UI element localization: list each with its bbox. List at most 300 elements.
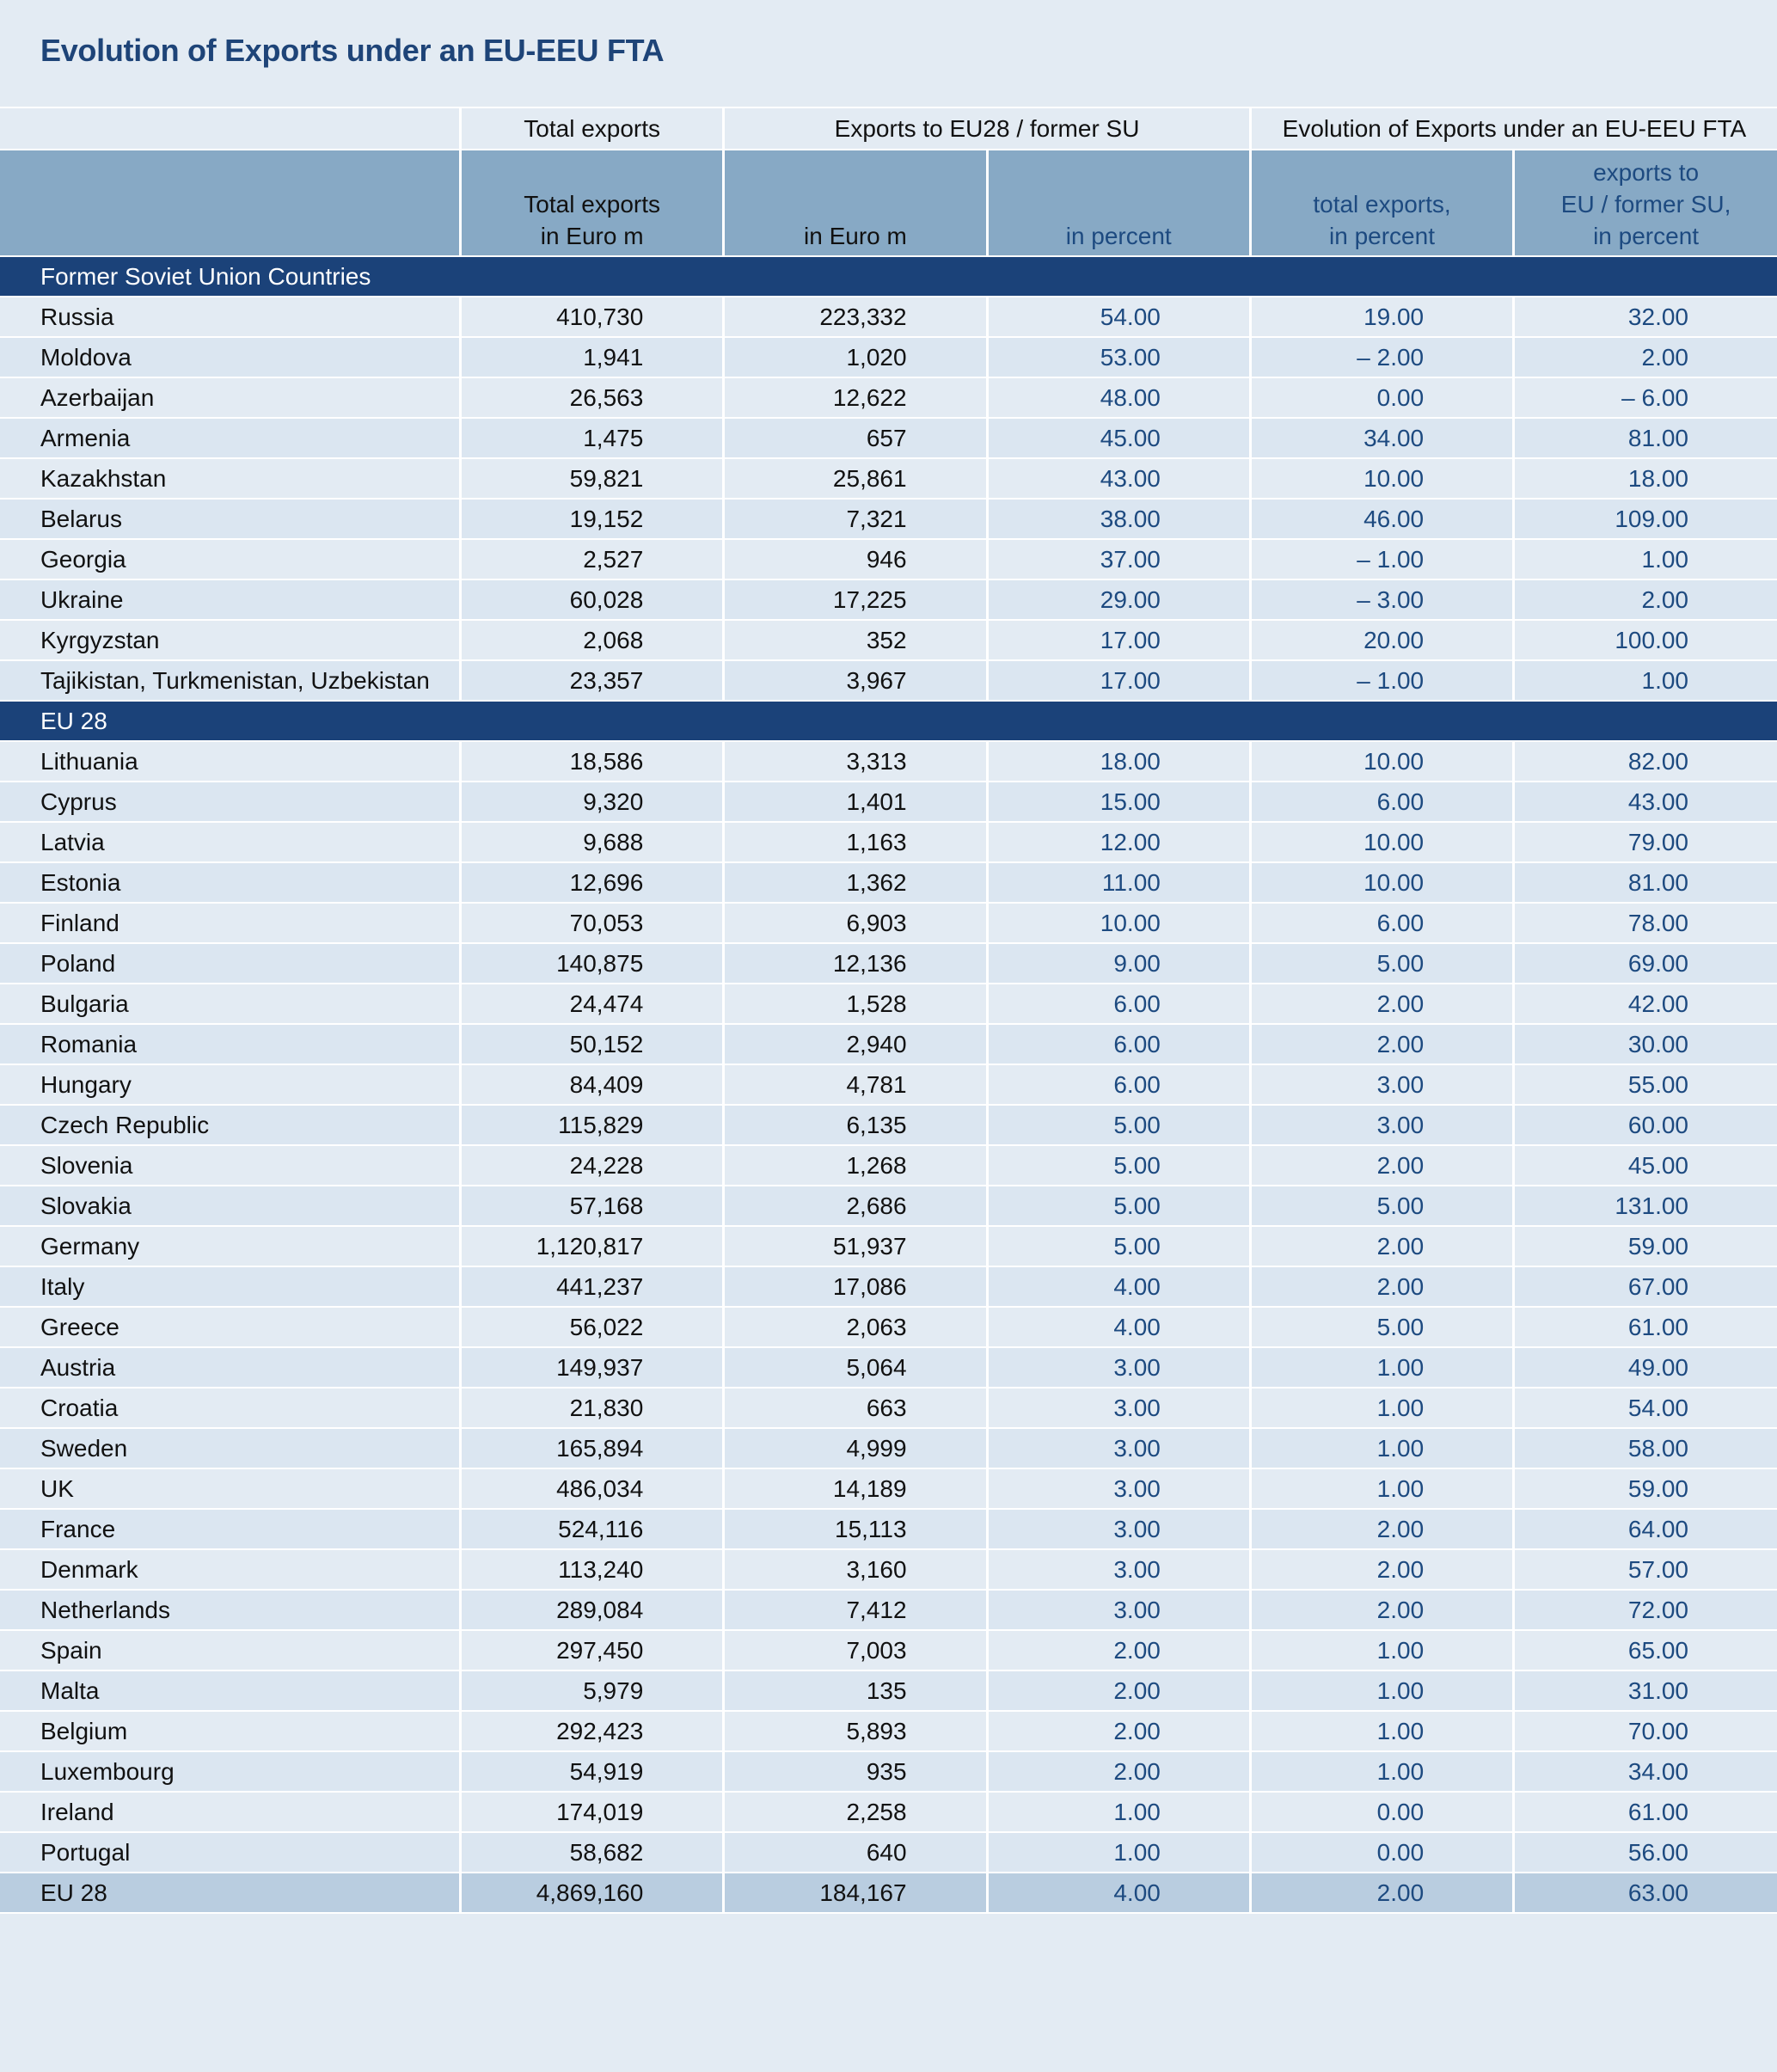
evolution-total-percent: 2.00	[1250, 1590, 1513, 1630]
exports-eu-su-euro: 135	[724, 1670, 987, 1711]
exports-eu-su-euro: 640	[724, 1832, 987, 1873]
exports-eu-su-percent: 29.00	[987, 579, 1250, 620]
evolution-eu-su-percent: 54.00	[1514, 1388, 1777, 1428]
evolution-eu-su-percent: 65.00	[1514, 1630, 1777, 1670]
evolution-total-percent: 1.00	[1250, 1751, 1513, 1792]
evolution-eu-su-percent: 1.00	[1514, 539, 1777, 579]
exports-eu-su-percent: 6.00	[987, 1064, 1250, 1105]
country-name: Czech Republic	[0, 1105, 461, 1145]
evolution-total-percent: 2.00	[1250, 1509, 1513, 1549]
evolution-eu-su-percent: 131.00	[1514, 1186, 1777, 1226]
section-title: Former Soviet Union Countries	[0, 256, 1777, 297]
total-exports-euro: 26,563	[461, 377, 724, 418]
header-column-row	[0, 150, 1777, 256]
exports-eu-su-percent: 4.00	[987, 1307, 1250, 1347]
table-row	[0, 1266, 1777, 1307]
exports-eu-su-euro: 7,321	[724, 499, 987, 539]
country-name: Cyprus	[0, 782, 461, 822]
total-exports-euro: 23,357	[461, 660, 724, 701]
country-name: Italy	[0, 1266, 461, 1307]
exports-eu-su-euro: 352	[724, 620, 987, 660]
country-name: Lithuania	[0, 741, 461, 782]
total-exports-euro: 24,474	[461, 984, 724, 1024]
exports-eu-su-euro: 1,362	[724, 862, 987, 903]
evolution-total-percent: 2.00	[1250, 1549, 1513, 1590]
total-exports-euro: 292,423	[461, 1711, 724, 1751]
evolution-total-percent: 6.00	[1250, 782, 1513, 822]
evolution-total-percent: 1.00	[1250, 1630, 1513, 1670]
table-row	[0, 1307, 1777, 1347]
exports-eu-su-percent: 17.00	[987, 620, 1250, 660]
total-exports-euro: 1,941	[461, 337, 724, 377]
total-exports-euro: 12,696	[461, 862, 724, 903]
country-name: Armenia	[0, 418, 461, 458]
total-exports-euro: 9,320	[461, 782, 724, 822]
exports-eu-su-percent: 9.00	[987, 943, 1250, 984]
evolution-eu-su-percent: 81.00	[1514, 418, 1777, 458]
exports-eu-su-percent: 54.00	[987, 297, 1250, 337]
total-exports-euro: 486,034	[461, 1468, 724, 1509]
column-header-total-exports	[461, 150, 724, 256]
exports-eu-su-percent: 5.00	[987, 1145, 1250, 1186]
country-name: Azerbaijan	[0, 377, 461, 418]
total-exports-euro: 140,875	[461, 943, 724, 984]
table-row	[0, 943, 1777, 984]
evolution-total-percent: 0.00	[1250, 1792, 1513, 1832]
evolution-total-percent: 6.00	[1250, 903, 1513, 943]
exports-eu-su-euro: 17,086	[724, 1266, 987, 1307]
table-row	[0, 862, 1777, 903]
exports-eu-su-percent: 3.00	[987, 1388, 1250, 1428]
evolution-eu-su-percent: 58.00	[1514, 1428, 1777, 1468]
evolution-eu-su-percent: 2.00	[1514, 337, 1777, 377]
evolution-total-percent: 46.00	[1250, 499, 1513, 539]
exports-eu-su-euro: 935	[724, 1751, 987, 1792]
exports-eu-su-percent: 38.00	[987, 499, 1250, 539]
column-header-line: in Euro m	[804, 223, 907, 249]
exports-eu-su-euro: 7,003	[724, 1630, 987, 1670]
table-row	[0, 1630, 1777, 1670]
table-row	[0, 984, 1777, 1024]
evolution-total-percent: 3.00	[1250, 1105, 1513, 1145]
total-exports-euro: 441,237	[461, 1266, 724, 1307]
total-exports-euro: 113,240	[461, 1549, 724, 1590]
country-name: Latvia	[0, 822, 461, 862]
table-row	[0, 297, 1777, 337]
exports-eu-su-euro: 1,528	[724, 984, 987, 1024]
table-row	[0, 499, 1777, 539]
total-exports-euro: 1,475	[461, 418, 724, 458]
evolution-eu-su-percent: 82.00	[1514, 741, 1777, 782]
total-exports-euro: 84,409	[461, 1064, 724, 1105]
exports-eu-su-percent: 45.00	[987, 418, 1250, 458]
country-name: EU 28	[0, 1873, 461, 1913]
country-name: Finland	[0, 903, 461, 943]
table-row	[0, 620, 1777, 660]
country-name: Slovenia	[0, 1145, 461, 1186]
evolution-total-percent: – 1.00	[1250, 660, 1513, 701]
total-exports-euro: 54,919	[461, 1751, 724, 1792]
evolution-eu-su-percent: 59.00	[1514, 1226, 1777, 1266]
exports-eu-su-euro: 25,861	[724, 458, 987, 499]
country-name: Sweden	[0, 1428, 461, 1468]
exports-eu-su-euro: 5,893	[724, 1711, 987, 1751]
country-name: Poland	[0, 943, 461, 984]
exports-eu-su-percent: 17.00	[987, 660, 1250, 701]
section-header-row	[0, 701, 1777, 741]
country-name: Bulgaria	[0, 984, 461, 1024]
column-header-line: exports to	[1593, 159, 1700, 186]
country-name: Denmark	[0, 1549, 461, 1590]
country-name: Estonia	[0, 862, 461, 903]
country-name: Croatia	[0, 1388, 461, 1428]
exports-eu-su-percent: 12.00	[987, 822, 1250, 862]
column-header-country	[0, 150, 461, 256]
evolution-total-percent: 5.00	[1250, 1186, 1513, 1226]
evolution-eu-su-percent: 64.00	[1514, 1509, 1777, 1549]
exports-eu-su-euro: 3,160	[724, 1549, 987, 1590]
exports-eu-su-percent: 3.00	[987, 1509, 1250, 1549]
total-exports-euro: 1,120,817	[461, 1226, 724, 1266]
exports-eu-su-euro: 6,903	[724, 903, 987, 943]
exports-eu-su-euro: 1,020	[724, 337, 987, 377]
table-row	[0, 822, 1777, 862]
column-header-evolution-total	[1250, 150, 1513, 256]
table-row	[0, 660, 1777, 701]
exports-eu-su-percent: 2.00	[987, 1670, 1250, 1711]
table-row	[0, 1792, 1777, 1832]
evolution-eu-su-percent: 42.00	[1514, 984, 1777, 1024]
column-header-line: in percent	[1593, 223, 1700, 249]
exports-eu-su-euro: 3,967	[724, 660, 987, 701]
section-body-eu28	[0, 701, 1777, 1913]
total-exports-euro: 2,527	[461, 539, 724, 579]
evolution-total-percent: 0.00	[1250, 377, 1513, 418]
country-name: Moldova	[0, 337, 461, 377]
exports-eu-su-euro: 223,332	[724, 297, 987, 337]
table-row	[0, 1590, 1777, 1630]
table-row	[0, 1226, 1777, 1266]
evolution-eu-su-percent: 61.00	[1514, 1792, 1777, 1832]
evolution-eu-su-percent: 18.00	[1514, 458, 1777, 499]
evolution-eu-su-percent: 45.00	[1514, 1145, 1777, 1186]
exports-eu-su-percent: 3.00	[987, 1468, 1250, 1509]
country-name: Greece	[0, 1307, 461, 1347]
country-name: Portugal	[0, 1832, 461, 1873]
exports-eu-su-euro: 7,412	[724, 1590, 987, 1630]
evolution-eu-su-percent: 100.00	[1514, 620, 1777, 660]
evolution-eu-su-percent: 60.00	[1514, 1105, 1777, 1145]
exports-eu-su-euro: 1,163	[724, 822, 987, 862]
exports-eu-su-euro: 12,622	[724, 377, 987, 418]
total-exports-euro: 50,152	[461, 1024, 724, 1064]
evolution-total-percent: 0.00	[1250, 1832, 1513, 1873]
table-row	[0, 1509, 1777, 1549]
country-name: Hungary	[0, 1064, 461, 1105]
exports-eu-su-euro: 6,135	[724, 1105, 987, 1145]
exports-eu-su-percent: 5.00	[987, 1105, 1250, 1145]
table-row	[0, 1186, 1777, 1226]
evolution-eu-su-percent: 61.00	[1514, 1307, 1777, 1347]
country-name: UK	[0, 1468, 461, 1509]
country-name: Austria	[0, 1347, 461, 1388]
exports-eu-su-percent: 11.00	[987, 862, 1250, 903]
exports-eu-su-euro: 1,401	[724, 782, 987, 822]
evolution-total-percent: 5.00	[1250, 943, 1513, 984]
table-row	[0, 1388, 1777, 1428]
country-name: Ukraine	[0, 579, 461, 620]
total-exports-euro: 9,688	[461, 822, 724, 862]
table-row	[0, 1468, 1777, 1509]
country-name: Malta	[0, 1670, 461, 1711]
exports-eu-su-percent: 15.00	[987, 782, 1250, 822]
column-header-exports-euro	[724, 150, 987, 256]
group-header-exports-eu-su: Exports to EU28 / former SU	[724, 107, 1251, 150]
exports-eu-su-percent: 6.00	[987, 984, 1250, 1024]
country-name: Slovakia	[0, 1186, 461, 1226]
exports-eu-su-percent: 4.00	[987, 1873, 1250, 1913]
evolution-eu-su-percent: 109.00	[1514, 499, 1777, 539]
table-row	[0, 1711, 1777, 1751]
table-row	[0, 458, 1777, 499]
exports-eu-su-percent: 6.00	[987, 1024, 1250, 1064]
evolution-total-percent: 10.00	[1250, 862, 1513, 903]
evolution-eu-su-percent: 57.00	[1514, 1549, 1777, 1590]
column-header-line: in percent	[1065, 223, 1172, 249]
exports-eu-su-euro: 51,937	[724, 1226, 987, 1266]
evolution-total-percent: 1.00	[1250, 1468, 1513, 1509]
exports-eu-su-euro: 1,268	[724, 1145, 987, 1186]
total-exports-euro: 59,821	[461, 458, 724, 499]
evolution-eu-su-percent: 69.00	[1514, 943, 1777, 984]
evolution-eu-su-percent: 56.00	[1514, 1832, 1777, 1873]
evolution-total-percent: – 1.00	[1250, 539, 1513, 579]
total-exports-euro: 5,979	[461, 1670, 724, 1711]
evolution-total-percent: 1.00	[1250, 1711, 1513, 1751]
total-exports-euro: 4,869,160	[461, 1873, 724, 1913]
table-row	[0, 782, 1777, 822]
exports-eu-su-euro: 2,686	[724, 1186, 987, 1226]
exports-eu-su-euro: 12,136	[724, 943, 987, 984]
country-name: Georgia	[0, 539, 461, 579]
table-row	[0, 741, 1777, 782]
exports-eu-su-euro: 5,064	[724, 1347, 987, 1388]
total-exports-euro: 70,053	[461, 903, 724, 943]
exports-eu-su-percent: 5.00	[987, 1186, 1250, 1226]
exports-eu-su-euro: 2,258	[724, 1792, 987, 1832]
section-body-former-su	[0, 256, 1777, 701]
evolution-total-percent: 2.00	[1250, 1226, 1513, 1266]
exports-eu-su-percent: 48.00	[987, 377, 1250, 418]
evolution-total-percent: 2.00	[1250, 984, 1513, 1024]
country-name: France	[0, 1509, 461, 1549]
exports-eu-su-euro: 4,781	[724, 1064, 987, 1105]
table-row	[0, 1064, 1777, 1105]
header-group-row	[0, 107, 1777, 150]
exports-eu-su-percent: 1.00	[987, 1832, 1250, 1873]
evolution-eu-su-percent: 30.00	[1514, 1024, 1777, 1064]
total-exports-euro: 289,084	[461, 1590, 724, 1630]
evolution-eu-su-percent: 49.00	[1514, 1347, 1777, 1388]
exports-eu-su-percent: 1.00	[987, 1792, 1250, 1832]
total-exports-euro: 24,228	[461, 1145, 724, 1186]
evolution-eu-su-percent: – 6.00	[1514, 377, 1777, 418]
country-name: Kazakhstan	[0, 458, 461, 499]
evolution-total-percent: 2.00	[1250, 1145, 1513, 1186]
total-exports-euro: 58,682	[461, 1832, 724, 1873]
evolution-total-percent: 1.00	[1250, 1347, 1513, 1388]
table-row	[0, 418, 1777, 458]
table-row	[0, 1428, 1777, 1468]
evolution-eu-su-percent: 81.00	[1514, 862, 1777, 903]
evolution-eu-su-percent: 78.00	[1514, 903, 1777, 943]
evolution-total-percent: 20.00	[1250, 620, 1513, 660]
evolution-eu-su-percent: 2.00	[1514, 579, 1777, 620]
exports-eu-su-percent: 18.00	[987, 741, 1250, 782]
exports-eu-su-percent: 3.00	[987, 1428, 1250, 1468]
total-exports-euro: 2,068	[461, 620, 724, 660]
country-name: Tajikistan, Turkmenistan, Uzbekistan	[0, 660, 461, 701]
total-exports-euro: 60,028	[461, 579, 724, 620]
exports-eu-su-percent: 2.00	[987, 1751, 1250, 1792]
total-exports-euro: 18,586	[461, 741, 724, 782]
exports-eu-su-euro: 184,167	[724, 1873, 987, 1913]
evolution-total-percent: 10.00	[1250, 741, 1513, 782]
exports-eu-su-percent: 3.00	[987, 1347, 1250, 1388]
total-exports-euro: 524,116	[461, 1509, 724, 1549]
country-name: Netherlands	[0, 1590, 461, 1630]
country-name: Belarus	[0, 499, 461, 539]
evolution-eu-su-percent: 63.00	[1514, 1873, 1777, 1913]
table-row	[0, 903, 1777, 943]
exports-table	[0, 107, 1777, 1914]
table-row	[0, 1105, 1777, 1145]
table-row	[0, 337, 1777, 377]
evolution-eu-su-percent: 1.00	[1514, 660, 1777, 701]
column-header-line: EU / former SU,	[1560, 191, 1731, 218]
country-name: Spain	[0, 1630, 461, 1670]
table-row	[0, 1751, 1777, 1792]
evolution-total-percent: – 3.00	[1250, 579, 1513, 620]
evolution-total-percent: 1.00	[1250, 1428, 1513, 1468]
exports-eu-su-euro: 4,999	[724, 1428, 987, 1468]
exports-eu-su-euro: 2,063	[724, 1307, 987, 1347]
total-exports-euro: 56,022	[461, 1307, 724, 1347]
evolution-eu-su-percent: 31.00	[1514, 1670, 1777, 1711]
exports-eu-su-percent: 3.00	[987, 1549, 1250, 1590]
table-row	[0, 1549, 1777, 1590]
table-row	[0, 1347, 1777, 1388]
country-name: Russia	[0, 297, 461, 337]
total-exports-euro: 115,829	[461, 1105, 724, 1145]
column-header-line: in percent	[1329, 223, 1435, 249]
group-header-evolution: Evolution of Exports under an EU-EEU FTA	[1250, 107, 1777, 150]
column-header-line: Total exports	[524, 191, 661, 218]
evolution-total-percent: 2.00	[1250, 1024, 1513, 1064]
evolution-eu-su-percent: 55.00	[1514, 1064, 1777, 1105]
evolution-total-percent: 10.00	[1250, 822, 1513, 862]
total-exports-euro: 57,168	[461, 1186, 724, 1226]
evolution-eu-su-percent: 32.00	[1514, 297, 1777, 337]
exports-eu-su-percent: 2.00	[987, 1630, 1250, 1670]
exports-eu-su-percent: 4.00	[987, 1266, 1250, 1307]
exports-eu-su-euro: 17,225	[724, 579, 987, 620]
exports-eu-su-percent: 5.00	[987, 1226, 1250, 1266]
column-header-line: total exports,	[1313, 191, 1451, 218]
total-exports-euro: 19,152	[461, 499, 724, 539]
group-header-total-exports: Total exports	[461, 107, 724, 150]
section-header-row	[0, 256, 1777, 297]
country-name: Kyrgyzstan	[0, 620, 461, 660]
exports-eu-su-percent: 37.00	[987, 539, 1250, 579]
exports-eu-su-percent: 10.00	[987, 903, 1250, 943]
exports-eu-su-euro: 657	[724, 418, 987, 458]
column-header-evolution-eu-su	[1514, 150, 1777, 256]
evolution-total-percent: 1.00	[1250, 1670, 1513, 1711]
exports-eu-su-percent: 3.00	[987, 1590, 1250, 1630]
total-exports-euro: 297,450	[461, 1630, 724, 1670]
evolution-total-percent: 2.00	[1250, 1873, 1513, 1913]
country-name: Belgium	[0, 1711, 461, 1751]
table-row	[0, 1145, 1777, 1186]
evolution-eu-su-percent: 72.00	[1514, 1590, 1777, 1630]
exports-eu-su-euro: 946	[724, 539, 987, 579]
evolution-eu-su-percent: 34.00	[1514, 1751, 1777, 1792]
total-row	[0, 1873, 1777, 1913]
evolution-total-percent: 19.00	[1250, 297, 1513, 337]
table-row	[0, 1670, 1777, 1711]
column-header-exports-percent	[987, 150, 1250, 256]
evolution-eu-su-percent: 70.00	[1514, 1711, 1777, 1751]
section-title: EU 28	[0, 701, 1777, 741]
exports-eu-su-euro: 2,940	[724, 1024, 987, 1064]
exports-eu-su-euro: 15,113	[724, 1509, 987, 1549]
exports-eu-su-euro: 3,313	[724, 741, 987, 782]
exports-eu-su-percent: 43.00	[987, 458, 1250, 499]
table-row	[0, 539, 1777, 579]
table-row	[0, 579, 1777, 620]
group-header-blank	[0, 107, 461, 150]
page-title: Evolution of Exports under an EU-EEU FTA	[40, 33, 665, 68]
total-exports-euro: 174,019	[461, 1792, 724, 1832]
exports-eu-su-euro: 14,189	[724, 1468, 987, 1509]
country-name: Ireland	[0, 1792, 461, 1832]
evolution-eu-su-percent: 43.00	[1514, 782, 1777, 822]
exports-eu-su-euro: 663	[724, 1388, 987, 1428]
table-row	[0, 1832, 1777, 1873]
evolution-eu-su-percent: 67.00	[1514, 1266, 1777, 1307]
exports-eu-su-percent: 53.00	[987, 337, 1250, 377]
total-exports-euro: 21,830	[461, 1388, 724, 1428]
evolution-total-percent: 5.00	[1250, 1307, 1513, 1347]
table-row	[0, 1024, 1777, 1064]
total-exports-euro: 410,730	[461, 297, 724, 337]
evolution-total-percent: 2.00	[1250, 1266, 1513, 1307]
country-name: Romania	[0, 1024, 461, 1064]
evolution-total-percent: 3.00	[1250, 1064, 1513, 1105]
total-exports-euro: 149,937	[461, 1347, 724, 1388]
evolution-eu-su-percent: 79.00	[1514, 822, 1777, 862]
evolution-total-percent: 34.00	[1250, 418, 1513, 458]
evolution-total-percent: 1.00	[1250, 1388, 1513, 1428]
column-header-line: in Euro m	[540, 223, 644, 249]
total-exports-euro: 165,894	[461, 1428, 724, 1468]
evolution-eu-su-percent: 59.00	[1514, 1468, 1777, 1509]
evolution-total-percent: 10.00	[1250, 458, 1513, 499]
country-name: Luxembourg	[0, 1751, 461, 1792]
country-name: Germany	[0, 1226, 461, 1266]
evolution-total-percent: – 2.00	[1250, 337, 1513, 377]
